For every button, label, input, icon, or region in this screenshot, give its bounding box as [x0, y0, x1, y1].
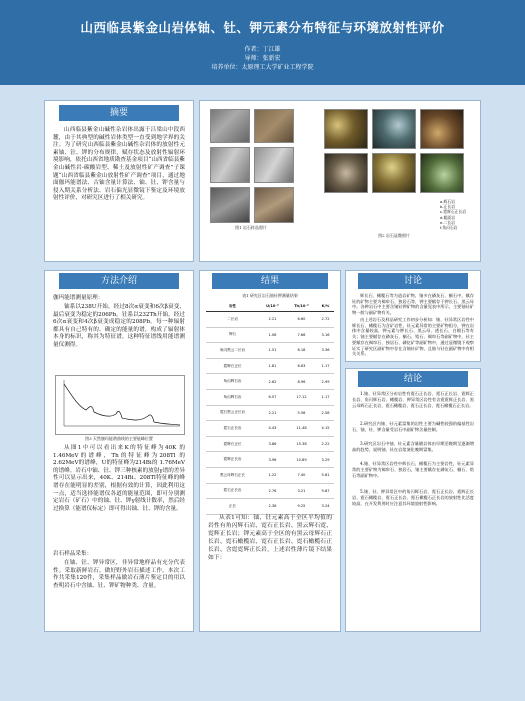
table-cell: 霓石正长岩	[206, 483, 259, 499]
table-header: K/%	[317, 301, 334, 312]
table-cell: 9.87	[317, 483, 334, 499]
table-cell: 2.36	[259, 499, 286, 515]
table-cell: 5.81	[317, 467, 334, 483]
table-cell: 角闪黑云二长岩	[206, 343, 259, 359]
micrograph-f	[420, 153, 464, 193]
conclusion-title: 结论	[358, 371, 468, 387]
table-cell: 3.36	[317, 343, 334, 359]
figure2-legend	[440, 199, 480, 230]
abstract-title: 摘要	[59, 105, 179, 121]
table-cell: 10.89	[286, 452, 317, 468]
table-cell: 霓辉石正长	[206, 358, 259, 374]
table-cell: 7.40	[286, 467, 317, 483]
table-cell: 4.15	[317, 421, 334, 437]
table-cell: 角闪辉石岩	[206, 374, 259, 390]
table-cell: 3.86	[259, 436, 286, 452]
table-row	[206, 483, 334, 499]
table-cell: 2.58	[317, 405, 334, 421]
author: 作者：丁江雄	[244, 46, 281, 53]
table-row	[206, 389, 334, 405]
table-cell: 1.06	[259, 327, 286, 343]
table-cell: 霓石黑云正长岩	[206, 405, 259, 421]
table-cell: 2.99	[317, 374, 334, 390]
table-cell: 6.18	[286, 343, 317, 359]
discussion-panel	[345, 270, 481, 362]
rock-photo-2	[254, 109, 294, 143]
table-header: Th/10⁻⁶	[286, 301, 317, 312]
legend-item: f.角闪石岩	[440, 225, 458, 231]
table-cell: 2.22	[317, 436, 334, 452]
table-cell: 3.29	[317, 452, 334, 468]
figure2-caption: 图2 岩石显微照片	[378, 233, 410, 238]
table-row	[206, 467, 334, 483]
micrograph-d	[324, 153, 368, 193]
table-cell: 6.63	[286, 358, 317, 374]
table-row	[206, 358, 334, 374]
rock-photo-6	[254, 187, 294, 223]
table-cell: 4.43	[259, 421, 286, 437]
methods-sub: 岩石样品采集：	[53, 551, 93, 557]
abstract-text: 山西临县紫金山碱性杂岩体出露于吕梁山中段西麓，由于其典型的碱性岩体类型一直受到地学界的关注。为了研究山西临县紫金山碱性杂岩体的放射性元素铀、钍、钾的分布规律，赋存状态及放射性辐射环境影响，依托山西省地质勘查基金项目“山西省临县紫金山碱性岩-碳酸岩型、稀土及放射性矿产调查”子课题“山西省临县紫金山放射性矿产调查”项目，通过地面伽玛能谱法、古铀含量计算法、铀、钍、钾含量与侵入期关系分析法、岩石偏光显微镜下鉴定及环境放射性评价，对研究区进行了相关研究。	[53, 127, 185, 202]
poster-title: 山西临县紫金山岩体铀、钍、钾元素分布特征与环境放射性评价	[80, 20, 445, 35]
table-cell: 霓石正长岩	[206, 421, 259, 437]
methods-text-3: 在铀、钍、钾异常区，非异常地样品有充分代表性。采取新鲜岩石，做好野外岩石描述工作。本次工作共采集120件，采集样品做岩石薄片鉴定目的用以查明岩石中含铀、钍、钾矿物种类、含量。	[53, 560, 185, 589]
table-row	[206, 436, 334, 452]
methods-text-2: 从图1中可以看出来K的特征峰为40K 的1.46MeV的谱峰，Th的特征峰为208Tl 的2.62MeV的谱峰，U的特征峰为214Bi的 1.76MeV的谱峰。岩石中铀、钍、钾三种核素的放射γ谱的差异性可以显示出来，40K、214Bi、208Tl特征峰的峰谱存在能明显的差别，根据有效的计算，因此利用这一点，适当选择能谱仪各道的能量范围，即可分别测定岩石（矿石）中的铀、钍、钾γ射线计数率，然后经过换算（能谱仪标定）即可得出铀、钍、钾的含量。	[53, 445, 186, 512]
legend-item: a.辉石岩	[440, 199, 455, 204]
figure1-caption: 图1 岩石样品照片	[235, 225, 267, 230]
table-cell: 霓辉石正长	[206, 436, 259, 452]
methods-text-1: 铀系以238U开始，经过8次α衰变和6次β衰变，最后衰变为稳定的206Pb。钍系以232Th开始，经过6次α衰变和4次β衰变成稳定的208Pb。每一种辐射都具有自己特有的、确定的能量的谱，构成了辐射体本身的标识，称其为特征谱，这种特征谱线用能谱测量仪测得。	[53, 304, 185, 348]
table-cell: 3.24	[317, 499, 334, 515]
table-cell: 角闪辉石岩	[206, 389, 259, 405]
table-cell: 6.60	[286, 312, 317, 328]
table-row	[206, 327, 334, 343]
discussion-text-1: 辉长石、橄榄石等为造岩矿物，铀多在磷灰石、榍石中，赋存钍的矿物主要为褐帘石、独居石等，钾主要赋存于钾长石、黑云母中。各种岩石中主要含铀钍钾矿物的含量见表中所示，主要铀钍矿物一般与副矿物有关。	[352, 293, 474, 316]
table-cell: 2.72	[317, 312, 334, 328]
results-table	[206, 301, 334, 515]
table-row	[206, 343, 334, 359]
table-cell: 11.48	[286, 421, 317, 437]
rock-photo-3	[210, 147, 250, 183]
table-cell: 2.62	[259, 374, 286, 390]
table-cell: 2.21	[259, 312, 286, 328]
conclusion-text-5: 5.铀、钍、钾异常区中的角闪辉石岩、霓石正长岩、霓辉正长岩、霓石橄榄岩、霓石正长岩、霓石橄榄石正长岩的放射性比活度较高，在开发利用时应注意其环境放射性影响。	[352, 489, 474, 506]
conclusion-panel	[345, 368, 481, 632]
conclusion-text-1: 1.铀、钍异常区分布岩性有霓石正长岩、霓石正长岩、霓辉正长岩、角闪辉石岩、橄榄岩、钾异常区岩性有含霓霓辉正长岩、黑云母辉石正长岩、霓石橄榄岩、霓石正长岩、霓石橄榄石正长岩。	[352, 391, 474, 408]
table-cell: 9.25	[286, 499, 317, 515]
figure3-caption: 图3 天然伽玛能谱曲线的主要能峰位置	[85, 436, 153, 441]
results-title: 结果	[212, 273, 328, 289]
table-cell: 2.21	[259, 405, 286, 421]
micrograph-a	[324, 109, 368, 149]
spectrum-figure	[55, 375, 185, 435]
table-cell: 二长岩	[206, 312, 259, 328]
legend-item: c.霓辉石正长岩	[440, 209, 467, 215]
table-cell: 黑云母辉石正长	[206, 467, 259, 483]
table-row	[206, 421, 334, 437]
table-header: 岩性	[206, 301, 259, 312]
table-cell: 1.17	[317, 358, 334, 374]
results-panel	[199, 270, 341, 632]
legend-item: b.正长岩	[440, 204, 456, 210]
table-cell: 1.22	[259, 467, 286, 483]
institution: 培养单位：太原理工大学矿业工程学院	[211, 64, 314, 71]
rock-photo-5	[210, 187, 250, 223]
table-cell: 6.07	[259, 389, 286, 405]
table-cell: 3.96	[259, 452, 286, 468]
legend-item: d.粗面岩	[440, 214, 456, 220]
rock-photo-1	[210, 109, 250, 143]
micrograph-e	[372, 153, 416, 193]
table-row	[206, 312, 334, 328]
table-cell: 15.38	[286, 436, 317, 452]
table-cell: 17.12	[286, 389, 317, 405]
table-cell: 霓辉正长岩	[206, 452, 259, 468]
table-cell: 8.96	[286, 374, 317, 390]
discussion-title: 讨论	[358, 273, 468, 289]
conclusion-text-2: 2.研究区内铀、钍元素富集的岩性主要为碱性较强的偏基性岩石，铀、钍、钾含量受岩石中副矿物含量控制。	[352, 421, 474, 432]
table-cell: 辉石	[206, 327, 259, 343]
advisor: 导师：张新宏	[244, 55, 281, 62]
spectrum-curve	[56, 376, 184, 434]
table-row	[206, 405, 334, 421]
methods-intro: 伽玛能谱测量原理：	[53, 295, 104, 301]
table-cell: 3.16	[317, 327, 334, 343]
table-cell: 5.56	[286, 405, 317, 421]
methods-panel	[44, 270, 194, 632]
table-cell: 1.51	[259, 343, 286, 359]
figures-panel	[199, 100, 481, 262]
table-row	[206, 499, 334, 515]
legend-item: e.二长岩	[440, 219, 455, 225]
methods-title: 方法介绍	[59, 273, 179, 289]
table-cell: 1.17	[317, 389, 334, 405]
table-cell: 正长	[206, 499, 259, 515]
table-header-row	[206, 301, 334, 312]
table-cell: 2.76	[259, 483, 286, 499]
table-row	[206, 374, 334, 390]
micrograph-b	[372, 109, 416, 149]
conclusion-text-4: 4.铀、钍异常区岩性中辉长石、橄榄石为主要岩性，钍元素异常的主要矿物为褐帘石、独居石，铀主要赋存在磷灰石、榍石、锆石等副矿物中。	[352, 461, 474, 478]
discussion-text-2: 由上述岩石及样品研究工作初步分析知：铀、钍异常区岩性中辉长石、橄榄石为含矿岩性，钍元素异常的主要矿物组分，钾在岩体中含量较高，钾元素与钾长石、黑云母、透长石、白榴石等有关；铀主要赋存在磷灰石、榍石、锆石、褐帘石等副矿物中，钍主要赋存在褐帘石、独居石、磷钇矿等副矿物中，通过显微镜下观察证实了研究区副矿物中存在含铀钍矿物，且铀与钍在副矿物中有相关关系。	[352, 317, 474, 357]
results-text: 从表1可知：铀、钍元素高于全区平均值的岩性有角闪辉石岩、霓石正长岩、黑云辉石霓、霓辉正长岩；钾元素高于全区的有黑云母辉石正长岩、霓石橄榄岩、霓石正长岩、霓石橄榄石正长岩、含霓霓辉正长岩，上述岩性薄片镜下结果如下：	[208, 515, 332, 561]
conclusion-text-3: 3.研究区岩石中铀、钍元素含量随岩体由早期至晚期呈逐渐增高的趋势，说明铀、钍在岩浆演化晚期富集。	[352, 441, 474, 452]
abstract-panel	[44, 100, 194, 262]
table-cell: 1.81	[259, 358, 286, 374]
rock-photo-4	[254, 147, 294, 183]
poster-header	[0, 0, 525, 85]
table-cell: 7.66	[286, 327, 317, 343]
table-title: 表1 研究区岩石铀钍钾测量结果	[242, 293, 298, 298]
table-cell: 3.21	[286, 483, 317, 499]
micrograph-c	[420, 109, 464, 149]
table-row	[206, 452, 334, 468]
table-header: U/10⁻⁶	[259, 301, 286, 312]
